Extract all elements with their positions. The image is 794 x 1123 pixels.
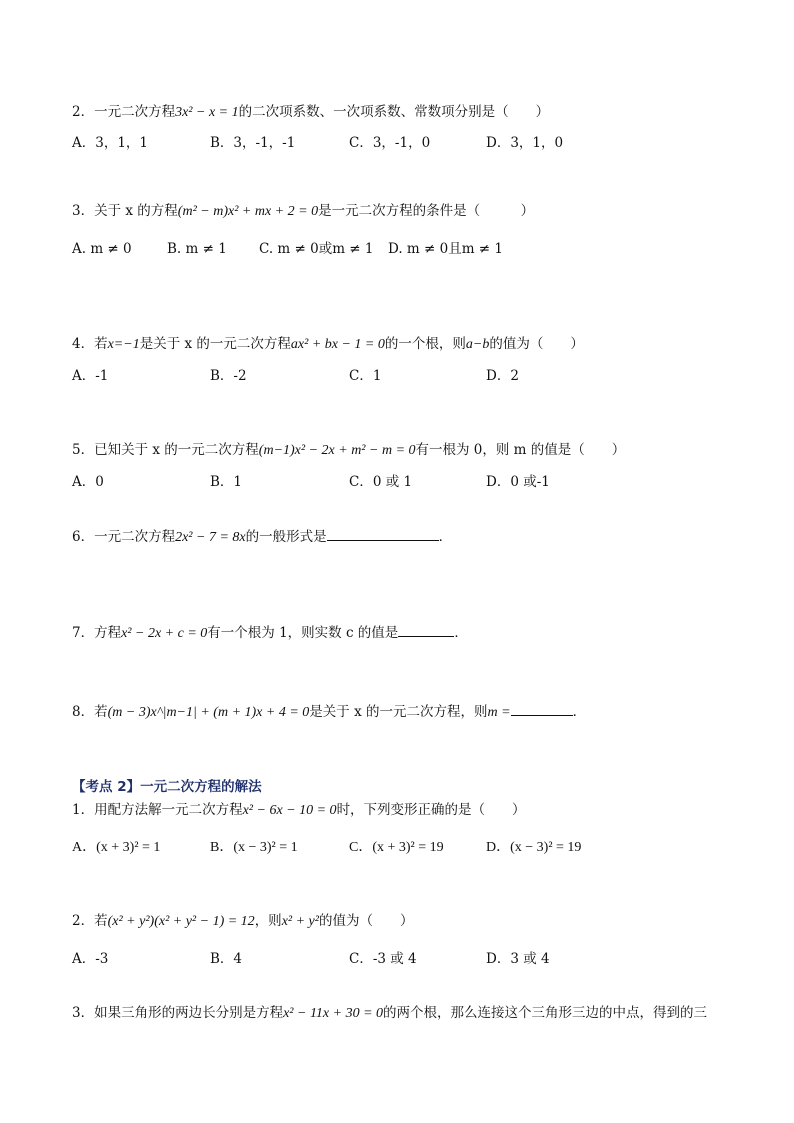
question-number: 8．: [72, 704, 95, 720]
option-d[interactable]: D．2: [486, 368, 519, 384]
equation: (m − 3)x^|m−1| + (m + 1)x + 4 = 0: [107, 705, 310, 720]
option-c[interactable]: C. m ≠ 0或m ≠ 1: [259, 241, 374, 257]
question-stem: 一元二次方程: [94, 529, 176, 545]
question-number: 6．: [72, 529, 95, 545]
question-2: [72, 103, 549, 122]
section2-question-1-options: [72, 839, 712, 857]
section2-question-3: [72, 1004, 707, 1023]
answer-blank[interactable]: [327, 526, 439, 541]
question-7: [72, 622, 468, 643]
equation: (m² − m)x² + mx + 2 = 0: [177, 204, 319, 219]
question-number: 4．: [72, 336, 95, 352]
equation: m =: [487, 705, 511, 720]
option-c[interactable]: C．(x + 3)² = 19: [349, 840, 444, 855]
question-3-options: [72, 240, 712, 258]
option-b[interactable]: B．(x − 3)² = 1: [210, 840, 298, 855]
equation: 2x² − 7 = 8x: [175, 530, 246, 545]
question-6: [72, 526, 452, 547]
question-2-options: [72, 134, 712, 152]
question-number: 2．: [72, 104, 95, 120]
equation: x² + y²: [281, 914, 319, 929]
period: ．: [572, 704, 587, 720]
equation: a−b: [465, 337, 490, 352]
equation: (x² + y²)(x² + y² − 1) = 12: [107, 914, 255, 929]
question-number: 7．: [72, 625, 95, 641]
section2-question-1: [72, 801, 526, 820]
question-stem: 如果三角形的两边长分别是方程: [94, 1005, 284, 1021]
question-stem: ，则: [254, 913, 282, 929]
option-d[interactable]: D．0 或-1: [486, 474, 550, 490]
equation: x² − 2x + c = 0: [121, 626, 208, 641]
option-a[interactable]: A．(x + 3)² = 1: [72, 840, 161, 855]
question-8: [72, 701, 586, 722]
question-stem: 的二次项系数、一次项系数、常数项分别是（ ）: [238, 104, 550, 120]
question-stem: 是关于 x 的一元二次方程: [139, 336, 291, 352]
question-4: [72, 335, 584, 354]
question-5-options: [72, 473, 712, 491]
question-stem: 若: [94, 913, 108, 929]
question-stem: 有一根为 0，则 m 的值是（ ）: [415, 442, 626, 458]
question-stem: 方程: [94, 625, 122, 641]
option-d[interactable]: D. m ≠ 0且m ≠ 1: [388, 241, 503, 257]
option-d[interactable]: D．(x − 3)² = 19: [486, 840, 582, 855]
equation: x=−1: [107, 337, 140, 352]
option-a[interactable]: A．-1: [72, 368, 109, 384]
question-stem: 的两个根，那么连接这个三角形三边的中点，得到的三: [383, 1005, 708, 1021]
section-bracket: 【考点 2】: [72, 779, 141, 795]
question-stem: 的值为（ ）: [318, 913, 414, 929]
question-stem: 用配方法解一元二次方程: [94, 802, 243, 818]
section-title: 一元二次方程的解法: [140, 779, 262, 795]
question-number: 1．: [72, 802, 95, 818]
option-c[interactable]: C．3，-1，0: [349, 135, 431, 151]
option-a[interactable]: A. m ≠ 0: [72, 241, 132, 257]
option-b[interactable]: B．4: [210, 951, 243, 967]
equation: 3x² − x = 1: [175, 105, 239, 120]
question-number: 5．: [72, 442, 95, 458]
answer-blank[interactable]: [511, 701, 573, 716]
option-b[interactable]: B．-2: [210, 368, 247, 384]
question-5: [72, 441, 625, 460]
option-b[interactable]: B．1: [210, 474, 243, 490]
question-number: 2．: [72, 913, 95, 929]
question-stem: 有一个根为 1，则实数 c 的值是: [207, 625, 399, 641]
option-a[interactable]: A．-3: [72, 951, 109, 967]
question-4-options: [72, 367, 712, 385]
option-b[interactable]: B. m ≠ 1: [167, 241, 227, 257]
question-3: [72, 202, 534, 221]
option-c[interactable]: C．-3 或 4: [349, 951, 417, 967]
answer-blank[interactable]: [398, 622, 454, 637]
question-stem: 是关于 x 的一元二次方程，则: [309, 704, 488, 720]
question-stem: 已知关于 x 的一元二次方程: [94, 442, 259, 458]
question-stem: 若: [94, 336, 108, 352]
option-c[interactable]: C．1: [349, 368, 382, 384]
option-a[interactable]: A．3，1，1: [72, 135, 149, 151]
option-d[interactable]: D．3，1，0: [486, 135, 564, 151]
question-stem: 是一元二次方程的条件是（ ）: [318, 203, 535, 219]
equation: (m−1)x² − 2x + m² − m = 0: [258, 443, 416, 458]
period: ．: [438, 529, 453, 545]
question-stem: 关于 x 的方程: [94, 203, 178, 219]
question-stem: 的一般形式是: [245, 529, 327, 545]
question-stem: 的值为（ ）: [489, 336, 584, 352]
section2-question-2: [72, 912, 413, 931]
equation: x² − 6x − 10 = 0: [242, 803, 337, 818]
equation: ax² + bx − 1 = 0: [290, 337, 385, 352]
question-number: 3．: [72, 1005, 95, 1021]
option-d[interactable]: D．3 或 4: [486, 951, 550, 967]
question-stem: 若: [94, 704, 108, 720]
option-b[interactable]: B．3，-1，-1: [210, 135, 296, 151]
period: ．: [454, 625, 468, 641]
question-stem: 的一个根，则: [384, 336, 466, 352]
equation: x² − 11x + 30 = 0: [283, 1006, 384, 1021]
section2-question-2-options: [72, 950, 712, 968]
question-stem: 一元二次方程: [94, 104, 176, 120]
question-number: 3．: [72, 203, 95, 219]
option-c[interactable]: C．0 或 1: [349, 474, 413, 490]
section-header: [72, 775, 262, 795]
option-a[interactable]: A．0: [72, 474, 104, 490]
question-stem: 时，下列变形正确的是（ ）: [336, 802, 526, 818]
